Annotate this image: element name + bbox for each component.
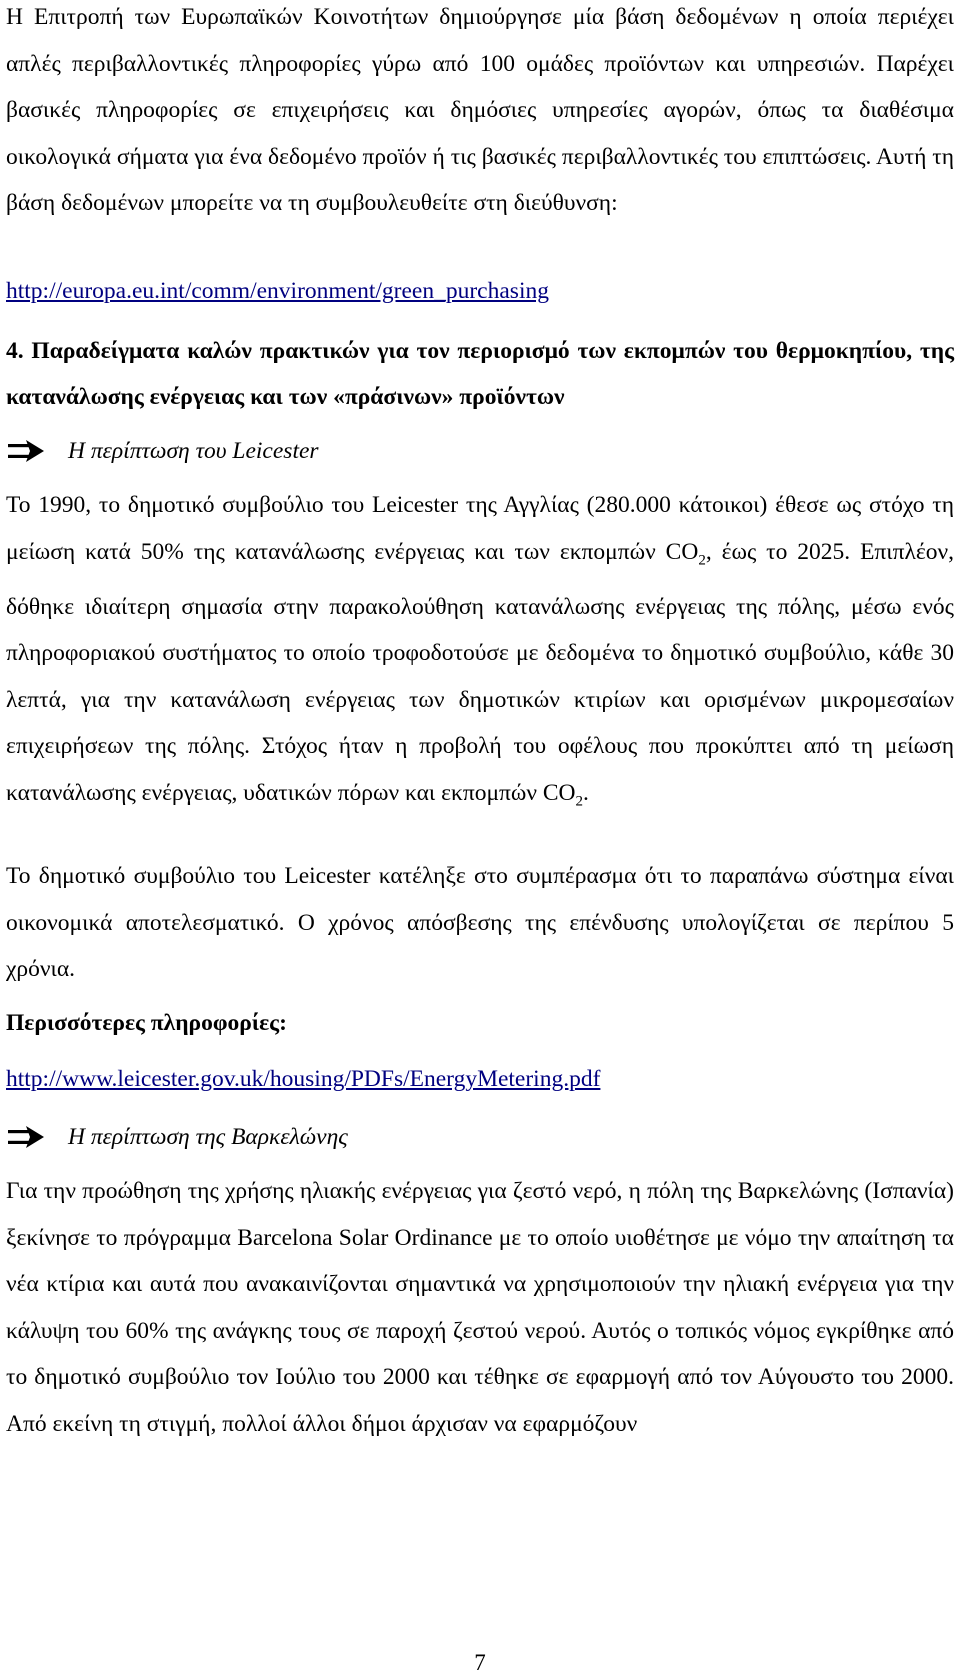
co2-subscript: 2 — [698, 552, 706, 569]
case-leicester-heading — [6, 436, 319, 466]
right-arrow-icon — [6, 1125, 46, 1149]
case-barcelona-heading — [6, 1122, 348, 1152]
green-purchasing-link[interactable]: http://europa.eu.int/comm/environment/green_purchasing — [6, 278, 549, 304]
section-heading: 4. Παραδείγματα καλών πρακτικών για τον περιορισμό των εκπομπών του θερμοκηπίου, της κατανάλωσης ενέργειας και των «πράσινων» προϊόντων — [6, 338, 954, 410]
leicester-paragraph-2: Το δημοτικό συμβούλιο του Leicester κατέληξε στο συμπέρασμα ότι το παραπάνω σύστημα είναι οικονομικά αποτελεσματικό. Ο χρόνος απόσβεσης της επένδυσης υπολογίζεται σε περίπου 5 χρόνια. — [6, 863, 954, 982]
page-number: 7 — [474, 1650, 486, 1675]
case-leicester-title: Η περίπτωση του Leicester — [68, 437, 319, 464]
case-barcelona-title: Η περίπτωση της Βαρκελώνης — [68, 1123, 348, 1150]
more-info-label: Περισσότερες πληροφορίες: — [6, 1010, 287, 1036]
co2-subscript: 2 — [575, 793, 584, 810]
leicester-paragraph-1: Το 1990, το δημοτικό συμβούλιο του Leicester της Αγγλίας (280.000 κάτοικοι) έθεσε ως στόχο τη μείωση κατά 50% της κατανάλωσης ενέργειας και των εκπομπών $CO_2$, έως το 2025. Επιπλέον, δόθηκε ιδιαίτερη σημασία στην παρακολούθηση κατανάλωσης ενέργειας της πόλης, μέσω ενός πληροφοριακού συστήματος το οποίο τροφοδοτούσε με δεδομένα το δημοτικό συμβούλιο, κάθε 30 λεπτά, για την κατανάλωση ενέργειας των δημοτικών κτιρίων και ορισμένων μικρομεσαίων επιχειρήσεων της πόλης. Στόχος ήταν η προβολή του οφέλους που προκύπτει από τη μείωση κατανάλωσης ενέργειας, υδατικών πόρων και εκπομπών $CO_2$. — [6, 492, 955, 810]
barcelona-paragraph-1: Για την προώθηση της χρήσης ηλιακής ενέργειας για ζεστό νερό, η πόλη της Βαρκελώνης (Ισπανία) ξεκίνησε το πρόγραμμα Barcelona Solar Ordinance με το οποίο υιοθέτησε με νόμο την απαίτηση τα νέα κτίρια και αυτά που ανακαινίζονται σημαντικά να χρησιμοποιούν την ηλιακή ενέργεια για την κάλυψη του 60% της ανάγκης τους σε παροχή ζεστού νερού. Αυτός ο τοπικός νόμος εγκρίθηκε από το δημοτικό συμβούλιο τον Ιούλιο του 2000 και τέθηκε σε εφαρμογή από τον Αύγουστο του 2000. Από εκείνη τη στιγμή, πολλοί άλλοι δήμοι άρχισαν να εφαρμόζουν — [6, 1178, 954, 1437]
right-arrow-icon — [6, 439, 46, 463]
intro-paragraph: Η Επιτροπή των Ευρωπαϊκών Κοινοτήτων δημιούργησε μία βάση δεδομένων η οποία περιέχει απλές περιβαλλοντικές πληροφορίες γύρω από 100 ομάδες προϊόντων και υπηρεσιών. Παρέχει βασικές πληροφορίες σε επιχειρήσεις και δημόσιες υπηρεσίες αγορών, όπως τα διαθέσιμα οικολογικά σήματα για ένα δεδομένο προϊόν ή τις βασικές περιβαλλοντικές του επιπτώσεις. Αυτή τη βάση δεδομένων μπορείτε να τη συμβουλευθείτε στη διεύθυνση: — [6, 4, 954, 216]
leicester-pdf-link[interactable]: http://www.leicester.gov.uk/housing/PDFs/EnergyMetering.pdf — [6, 1066, 601, 1092]
